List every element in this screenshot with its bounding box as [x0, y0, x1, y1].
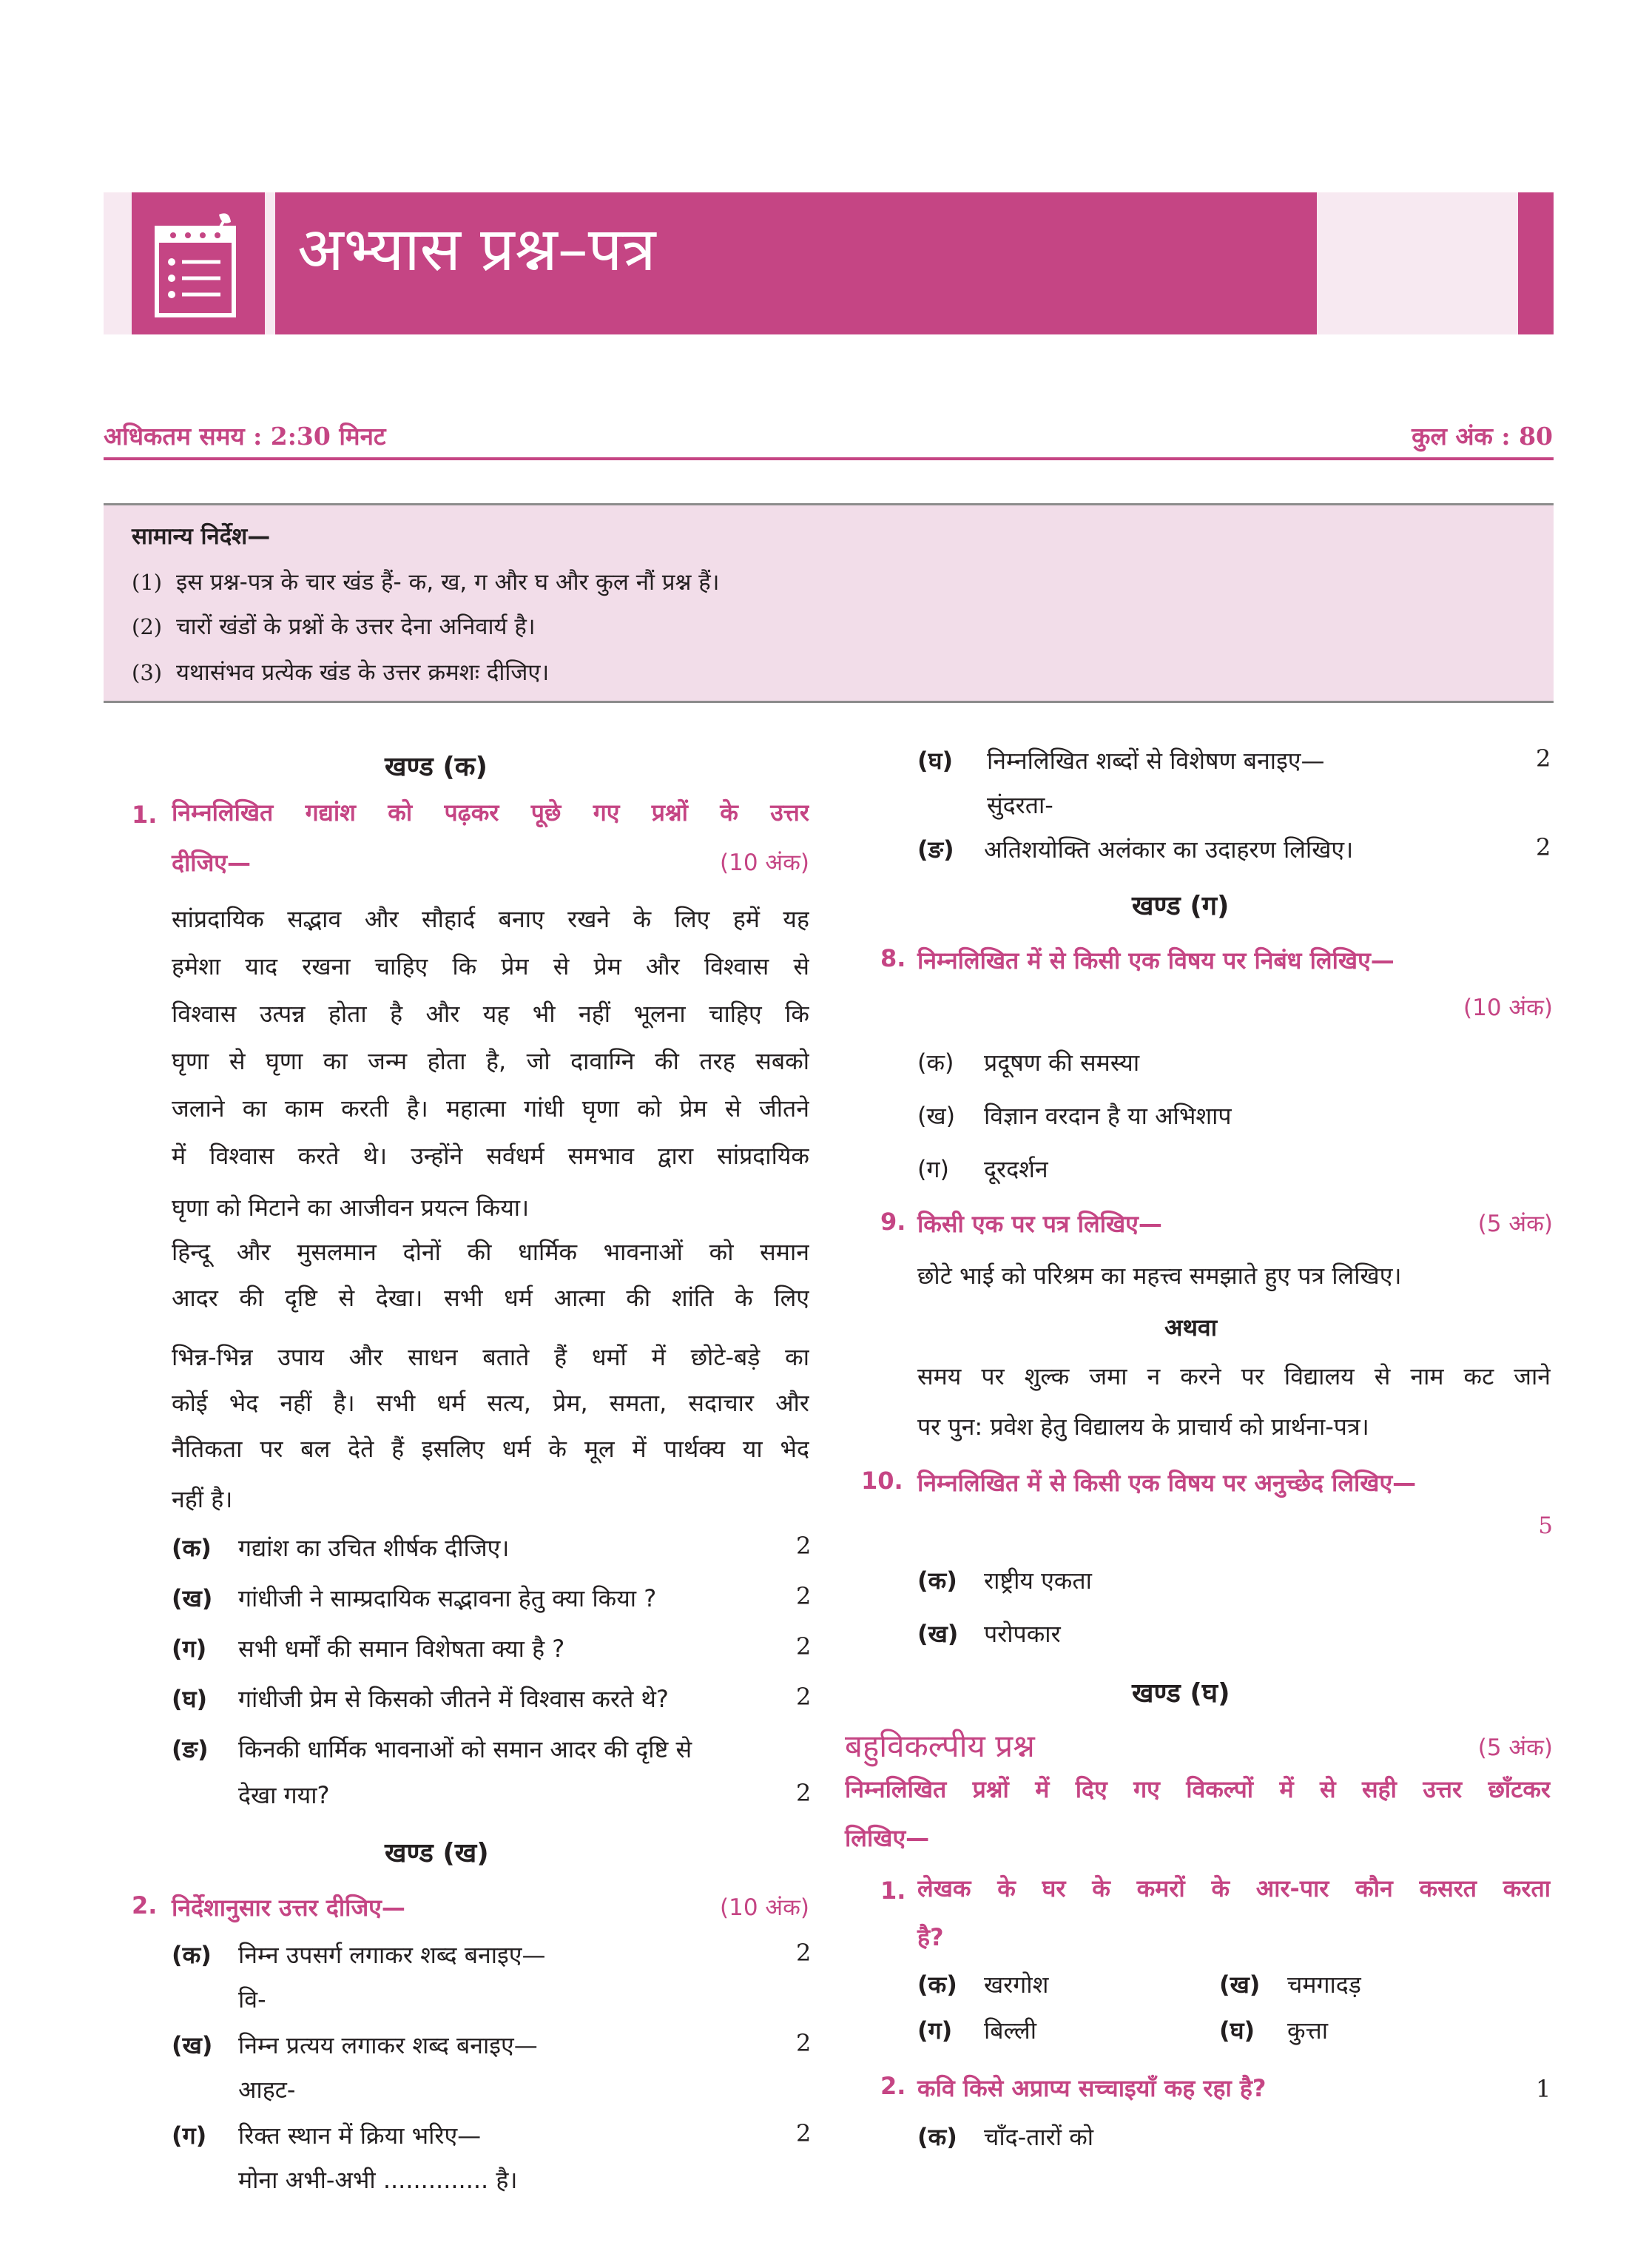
section-ka-heading: खण्ड (क) — [385, 752, 488, 782]
sub-marks: 2 — [796, 1532, 812, 1560]
q9-alt-line: पर पुन: प्रवेश हेतु विद्यालय के प्राचार्य को प्रार्थना-पत्र। — [917, 1413, 1369, 1441]
sub-marks: 2 — [796, 1939, 812, 1967]
option-label: (ख) — [1219, 1971, 1261, 1999]
mcq1-text-line2: है? — [917, 1923, 944, 1951]
option-text: चमगादड़ — [1287, 1971, 1361, 1999]
page-title: अभ्यास प्रश्न–पत्र — [297, 215, 656, 285]
option-text: विज्ञान वरदान है या अभिशाप — [984, 1102, 1232, 1130]
passage-line: जलाने का काम करती है। महात्मा गांधी घृणा को प्रेम से जीतने — [172, 1094, 809, 1123]
sub-text-line2: देखा गया? — [238, 1781, 330, 1809]
passage-line: हिन्दू और मुसलमान दोनों की धार्मिक भावनाओं को समान — [172, 1238, 809, 1266]
option-text: चाँद-तारों को — [984, 2123, 1094, 2151]
sub-text: अतिशयोक्ति अलंकार का उदाहरण लिखिए। — [984, 835, 1354, 864]
instruction-item: (3) यथासंभव प्रत्येक खंड के उत्तर क्रमशः दीजिए। — [132, 659, 550, 686]
option-label: (क) — [917, 1567, 957, 1595]
option-label: (घ) — [1219, 2016, 1255, 2045]
sub-marks: 2 — [796, 1582, 812, 1610]
meta-divider — [104, 457, 1554, 460]
passage-line: में विश्वास करते थे। उन्होंने सर्वधर्म समभाव द्वारा सांप्रदायिक — [172, 1142, 809, 1170]
sub-text: निम्न प्रत्यय लगाकर शब्द बनाइए— — [238, 2031, 538, 2059]
option-text: राष्ट्रीय एकता — [984, 1567, 1092, 1595]
sub-text: गद्यांश का उचित शीर्षक दीजिए। — [238, 1534, 510, 1562]
option-label: (क) — [917, 1971, 957, 1999]
passage-line: सांप्रदायिक सद्भाव और सौहार्द बनाए रखने के लिए हमें यह — [172, 905, 809, 933]
option-label: (ग) — [917, 2016, 953, 2045]
sub-text: निम्नलिखित शब्दों से विशेषण बनाइए— — [987, 747, 1325, 775]
q1-number: 1. — [132, 801, 158, 829]
q9-alt-line: समय पर शुल्क जमा न करने पर विद्यालय से नाम कट जाने — [917, 1362, 1551, 1390]
mcq1-number: 1. — [880, 1877, 906, 1905]
instructions-heading: सामान्य निर्देश— — [132, 523, 271, 550]
sub-extra: वि- — [238, 1985, 266, 2013]
section-gha-heading: खण्ड (घ) — [1132, 1678, 1230, 1709]
q1-text-line2: दीजिए— — [172, 849, 252, 877]
q8-marks: (10 अंक) — [1463, 995, 1553, 1021]
q9-number: 9. — [880, 1208, 906, 1236]
sub-text: सभी धर्मों की समान विशेषता क्या है ? — [238, 1635, 565, 1663]
passage-line: घृणा से घृणा का जन्म होता है, जो दावाग्नि की तरह सबको — [172, 1047, 809, 1075]
passage-line: नैतिकता पर बल देते हैं इसलिए धर्म के मूल में पार्थक्य या भेद — [172, 1435, 809, 1463]
mcq2-marks: 1 — [1536, 2075, 1551, 2103]
option-text: बिल्ली — [984, 2016, 1036, 2045]
sub-label: (ङ) — [917, 835, 954, 864]
sub-marks: 2 — [796, 2119, 812, 2147]
sub-extra: आहट- — [238, 2076, 296, 2104]
sub-label: (ख) — [172, 2031, 213, 2059]
option-text: परोपकार — [984, 1620, 1061, 1648]
passage-line: नहीं है। — [172, 1485, 233, 1513]
option-text: दूरदर्शन — [984, 1155, 1048, 1183]
option-text: खरगोश — [984, 1971, 1049, 1999]
mcq2-text: कवि किसे अप्राप्य सच्चाइयाँ कह रहा है? — [917, 2074, 1267, 2102]
q2-marks: (10 अंक) — [720, 1894, 809, 1921]
title-box — [275, 192, 1317, 334]
q2-text: निर्देशानुसार उत्तर दीजिए— — [172, 1894, 405, 1922]
section-kha-heading: खण्ड (ख) — [385, 1838, 489, 1868]
q10-number: 10. — [861, 1467, 903, 1495]
q9-line: छोटे भाई को परिश्रम का महत्त्व समझाते हुए पत्र लिखिए। — [917, 1262, 1402, 1290]
sub-marks: 2 — [796, 1683, 812, 1711]
sub-label: (ग) — [172, 1635, 207, 1663]
sub-marks: 2 — [796, 1779, 812, 1807]
title-icon-box — [132, 192, 265, 334]
mcq-instructions-line2: लिखिए— — [845, 1824, 930, 1852]
q9-text: किसी एक पर पत्र लिखिए— — [917, 1210, 1162, 1238]
sub-label: (ङ) — [172, 1735, 209, 1763]
sub-marks: 2 — [1536, 833, 1551, 861]
q9-marks: (5 अंक) — [1477, 1211, 1553, 1237]
option-label: (क) — [917, 2123, 957, 2151]
sub-extra: सुंदरता- — [987, 791, 1053, 819]
total-marks: कुल अंक : 80 — [1412, 422, 1553, 451]
mcq2-number: 2. — [880, 2072, 906, 2100]
sub-text: गांधीजी प्रेम से किसको जीतने में विश्वास करते थे? — [238, 1685, 669, 1713]
option-label: (ख) — [917, 1102, 956, 1130]
option-label: (ग) — [917, 1155, 949, 1183]
sub-text: किनकी धार्मिक भावनाओं को समान आदर की दृष्टि से — [238, 1735, 692, 1763]
q1-text: निम्नलिखित गद्यांश को पढ़कर पूछे गए प्रश्नों के उत्तर — [172, 798, 809, 827]
sub-label: (घ) — [917, 747, 954, 775]
option-text: कुत्ता — [1287, 2016, 1328, 2045]
instruction-item: (2) चारों खंडों के प्रश्नों के उत्तर देना अनिवार्य है। — [132, 613, 536, 640]
sub-text: गांधीजी ने साम्प्रदायिक सद्भावना हेतु क्या किया ? — [238, 1584, 657, 1612]
q8-text: निम्नलिखित में से किसी एक विषय पर निबंध लिखिए— — [917, 946, 1395, 975]
option-label: (ख) — [917, 1620, 959, 1648]
sub-label: (क) — [172, 1534, 212, 1562]
instruction-item: (1) इस प्रश्न-पत्र के चार खंड हैं- क, ख, ग और घ और कुल नौं प्रश्न हैं। — [132, 569, 720, 596]
q2-number: 2. — [132, 1891, 158, 1919]
notepad-icon — [132, 192, 265, 334]
q10-marks: 5 — [1538, 1512, 1553, 1539]
passage-line: घृणा को मिटाने का आजीवन प्रयत्न किया। — [172, 1194, 530, 1222]
sub-label: (क) — [172, 1941, 212, 1969]
sub-label: (ख) — [172, 1584, 213, 1612]
sub-marks: 2 — [796, 2029, 812, 2057]
mcq-instructions: निम्नलिखित प्रश्नों में दिए गए विकल्पों में से सही उत्तर छाँटकर — [845, 1775, 1551, 1803]
passage-line: कोई भेद नहीं है। सभी धर्म सत्य, प्रेम, समता, सदाचार और — [172, 1389, 809, 1417]
section-ga-heading: खण्ड (ग) — [1132, 891, 1230, 921]
option-text: प्रदूषण की समस्या — [984, 1049, 1140, 1077]
option-label: (क) — [917, 1049, 954, 1077]
sub-label: (घ) — [172, 1685, 208, 1713]
sub-text: रिक्त स्थान में क्रिया भरिए— — [238, 2121, 482, 2150]
sub-marks: 2 — [796, 1632, 812, 1660]
sub-text: निम्न उपसर्ग लगाकर शब्द बनाइए— — [238, 1941, 546, 1969]
passage-line: हमेशा याद रखना चाहिए कि प्रेम से प्रेम और विश्वास से — [172, 952, 809, 980]
q8-number: 8. — [880, 944, 906, 972]
sub-marks: 2 — [1536, 744, 1551, 773]
mcq-title: बहुविकल्पीय प्रश्न — [845, 1728, 1035, 1764]
q10-text: निम्नलिखित में से किसी एक विषय पर अनुच्छेद लिखिए— — [917, 1469, 1417, 1497]
passage-line: विश्वास उत्पन्न होता है और यह भी नहीं भूलना चाहिए कि — [172, 1000, 809, 1028]
passage-line: भिन्न-भिन्न उपाय और साधन बताते हैं धर्मो में छोटे-बड़े का — [172, 1343, 809, 1371]
mcq1-text: लेखक के घर के कमरों के आर-पार कौन कसरत करता — [917, 1874, 1551, 1902]
passage-line: आदर की दृष्टि से देखा। सभी धर्म आत्मा की शांति के लिए — [172, 1284, 809, 1312]
banner-end-block — [1518, 192, 1554, 334]
mcq-marks: (5 अंक) — [1477, 1734, 1553, 1761]
q1-marks: (10 अंक) — [720, 849, 809, 876]
sub-label: (ग) — [172, 2121, 207, 2150]
instructions-box — [104, 503, 1554, 703]
max-time: अधिकतम समय : 2:30 मिनट — [104, 422, 386, 451]
or-label: अथवा — [1164, 1313, 1217, 1342]
sub-extra: मोना अभी-अभी .............. है। — [238, 2166, 518, 2194]
